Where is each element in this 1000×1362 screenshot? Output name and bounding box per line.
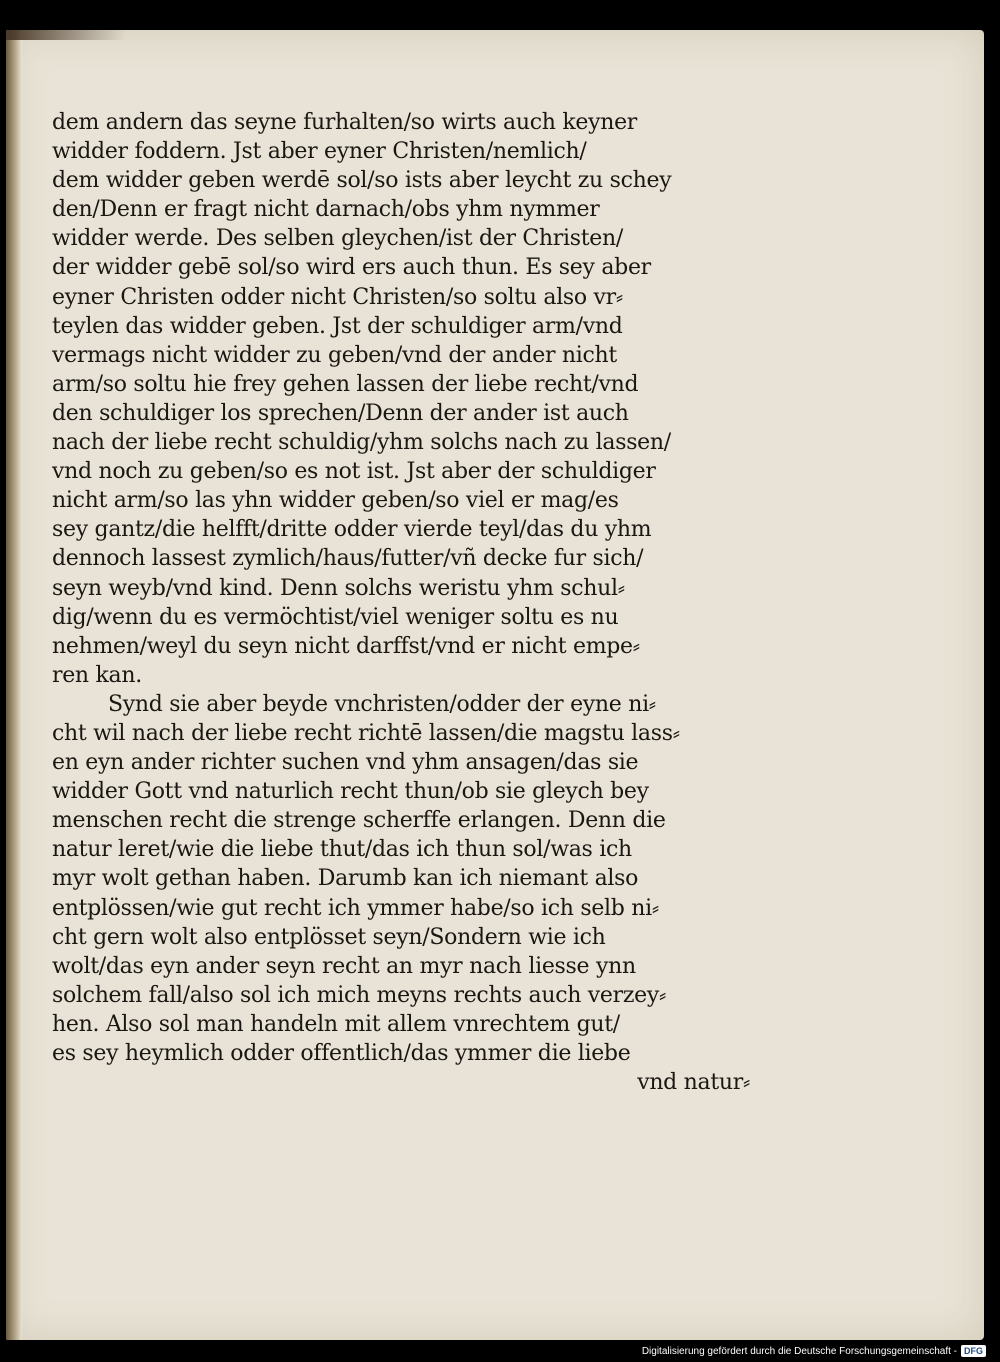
text-line: widder werde. Des selben gleychen/ist der Christen/ [52,226,623,252]
dfg-logo-icon: DFG [961,1345,986,1357]
text-line: dennoch lassest zymlich/haus/futter/vñ decke fur sich/ [52,546,644,572]
text-line: dem widder geben werdē sol/so ists aber leycht zu schey [52,168,672,194]
text-line: sey gantz/die helfft/dritte odder vierde teyl/das du yhm [52,517,652,543]
text-line: nach der liebe recht schuldig/yhm solchs nach zu lassen/ [52,430,671,456]
text-line: hen. Also sol man handeln mit allem vnrechtem gut/ [52,1011,620,1037]
page-edge-damage [6,30,126,40]
page-text-block [52,108,752,1097]
text-line: nicht arm/so las yhn widder geben/so viel er mag/es [52,488,619,514]
text-line: wolt/das eyn ander seyn recht an myr nach liesse ynn [52,953,636,979]
text-line: cht wil nach der liebe recht richtē lassen/die magstu lass⸗ [52,720,680,746]
book-page [6,30,984,1340]
text-line: dem andern das seyne furhalten/so wirts auch keyner [52,110,638,135]
text-line: arm/so soltu hie frey gehen lassen der liebe recht/vnd [52,371,639,397]
text-line: dig/wenn du es vermöchtist/viel weniger soltu es nu [52,604,619,630]
text-line: eyner Christen odder nicht Christen/so soltu also vr⸗ [52,284,623,310]
footer-credit-text: Digitalisierung gefördert durch die Deutsche Forschungsgemeinschaft - [641,1345,957,1357]
text-line: den schuldiger los sprechen/Denn der ander ist auch [52,400,629,426]
text-line: vermags nicht widder zu geben/vnd der ander nicht [52,342,617,368]
footer-credit-bar [642,1342,986,1360]
text-line: natur leret/wie die liebe thut/das ich thun sol/was ich [52,837,632,863]
text-line: widder foddern. Jst aber eyner Christen/nemlich/ [52,139,587,165]
text-line: cht gern wolt also entplösset seyn/Sondern wie ich [52,924,606,950]
text-line: widder Gott vnd naturlich recht thun/ob sie gleych bey [52,779,649,805]
page-spine-shadow [6,30,22,1340]
text-line: menschen recht die strenge scherffe erlangen. Denn die [52,808,666,834]
catchword: vnd natur⸗ [637,1070,750,1096]
text-line: nehmen/weyl du seyn nicht darffst/vnd er nicht empe⸗ [52,633,640,659]
text-line: Synd sie aber beyde vnchristen/odder der eyne ni⸗ [108,691,656,717]
text-line: den/Denn er fragt nicht darnach/obs yhm nymmer [52,197,600,223]
text-line: der widder gebē sol/so wird ers auch thun. Es sey aber [52,255,651,281]
text-line: myr wolt gethan haben. Darumb kan ich niemant also [52,866,639,892]
text-line: solchem fall/also sol ich mich meyns rechts auch verzey⸗ [52,982,667,1008]
text-line: vnd noch zu geben/so es not ist. Jst aber der schuldiger [52,459,656,485]
text-line: en eyn ander richter suchen vnd yhm ansagen/das sie [52,750,639,776]
text-line: ren kan. [52,662,142,688]
text-line: es sey heymlich odder offentlich/das ymmer die liebe [52,1041,631,1066]
text-line: teylen das widder geben. Jst der schuldiger arm/vnd [52,313,623,339]
text-line: seyn weyb/vnd kind. Denn solchs weristu yhm schul⸗ [52,575,625,601]
text-line: entplössen/wie gut recht ich ymmer habe/so ich selb ni⸗ [52,895,659,921]
